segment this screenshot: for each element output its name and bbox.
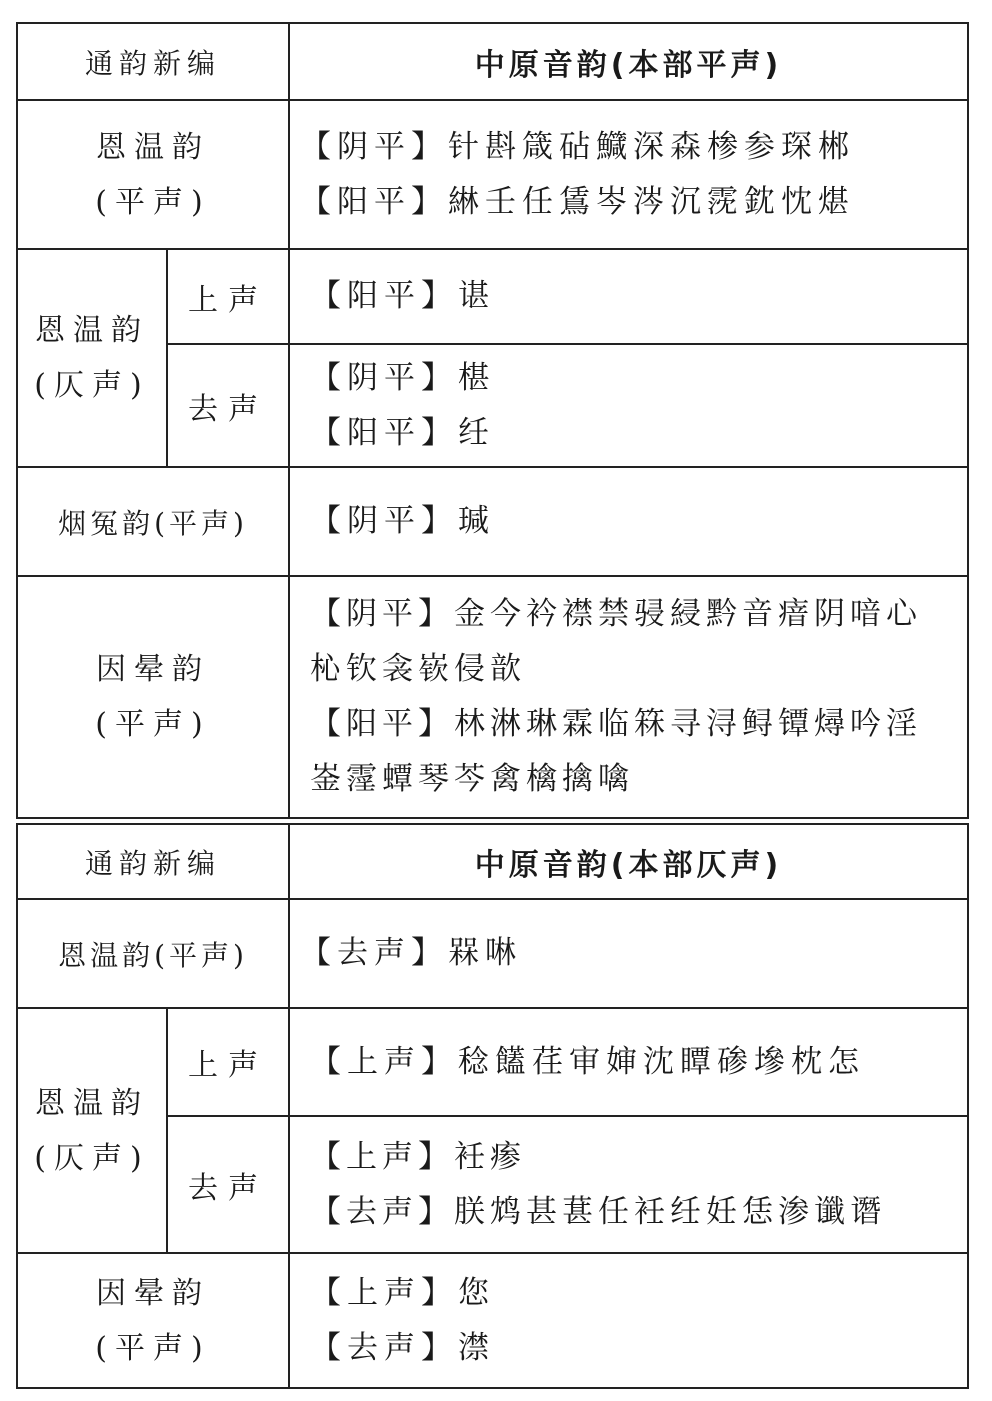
row-label — [17, 576, 289, 818]
entry-line: 【去声】澿 — [310, 1329, 496, 1366]
table-pingsheng — [16, 22, 969, 819]
table-row — [17, 100, 968, 249]
entry-line: 【阳平】纴 — [310, 414, 496, 451]
entry-line: 【阴平】金今衿襟禁骎綅黔音瘖阴喑心 — [310, 596, 923, 632]
row-content — [289, 576, 968, 818]
row-label-line1: 因晕韵 — [96, 652, 210, 687]
tone-label: 上声 — [167, 249, 289, 344]
row-label: 恩温韵(平声) — [17, 899, 289, 1008]
table-row — [17, 899, 968, 1008]
row-content — [289, 100, 968, 249]
entry-line: 杺钦衾嵚侵歆 — [310, 651, 527, 687]
table-row — [17, 467, 968, 576]
tone-label: 上声 — [167, 1008, 289, 1116]
table-row — [17, 1008, 968, 1116]
row-content — [289, 1253, 968, 1388]
table-header-row — [17, 23, 968, 100]
header-right: 中原音韵(本部平声) — [289, 23, 968, 100]
row-content — [289, 1116, 968, 1253]
row-content — [289, 1008, 968, 1116]
table-row — [17, 576, 968, 818]
entry-line: 【去声】朕鸩甚葚任衽纴妊恁渗谶谮 — [310, 1193, 887, 1230]
entry-line: 【阳平】谌 — [310, 278, 496, 314]
table-zesheng — [16, 823, 969, 1389]
entry-line: 【阳平】綝壬任鵀岑涔沉霃鈂忱煁 — [300, 183, 856, 220]
entry-line: 【阳平】林淋琳霖临箖寻浔鲟镡燖吟淫 — [310, 706, 923, 742]
row-label — [17, 1253, 289, 1388]
table-row — [17, 1253, 968, 1388]
entry-line: 【阴平】针斟箴砧鱵深森椮参琛郴 — [300, 128, 856, 165]
table-header-row — [17, 824, 968, 899]
entry-line: 【去声】槑啉 — [300, 935, 523, 971]
row-label-line1: 恩温韵 — [35, 313, 149, 348]
row-label-line2: (平声) — [95, 707, 211, 742]
row-content — [289, 467, 968, 576]
row-label — [17, 100, 289, 249]
header-right: 中原音韵(本部仄声) — [289, 824, 968, 899]
entry-line: 【上声】稔饚荏审婶沈瞫碜墋枕怎 — [310, 1043, 866, 1080]
entry-line: 【阴平】椹 — [310, 359, 496, 396]
row-content — [289, 344, 968, 467]
row-label — [17, 249, 167, 467]
row-content — [289, 899, 968, 1008]
table-row — [17, 249, 968, 344]
row-content — [289, 249, 968, 344]
row-label-line1: 恩温韵 — [35, 1085, 149, 1121]
entry-line: 【阴平】瑊 — [310, 503, 496, 539]
header-left: 通韵新编 — [17, 23, 289, 100]
row-label-line2: (平声) — [95, 184, 211, 220]
tone-label: 去声 — [167, 1116, 289, 1253]
entry-line: 【上声】衽瘆 — [310, 1138, 527, 1175]
tone-label: 去声 — [167, 344, 289, 467]
row-label-line2: (仄声) — [34, 368, 150, 403]
row-label-line1: 恩温韵 — [96, 129, 210, 165]
row-label-line2: (仄声) — [34, 1140, 150, 1176]
entry-line: 崟霪蟫琴芩禽檎擒噙 — [310, 761, 635, 797]
header-left: 通韵新编 — [17, 824, 289, 899]
entry-line: 【上声】您 — [310, 1274, 496, 1311]
row-label-line1: 因晕韵 — [96, 1275, 210, 1311]
rhyme-document — [16, 22, 967, 1389]
row-label: 烟冤韵(平声) — [17, 467, 289, 576]
row-label — [17, 1008, 167, 1253]
row-label-line2: (平声) — [95, 1330, 211, 1366]
